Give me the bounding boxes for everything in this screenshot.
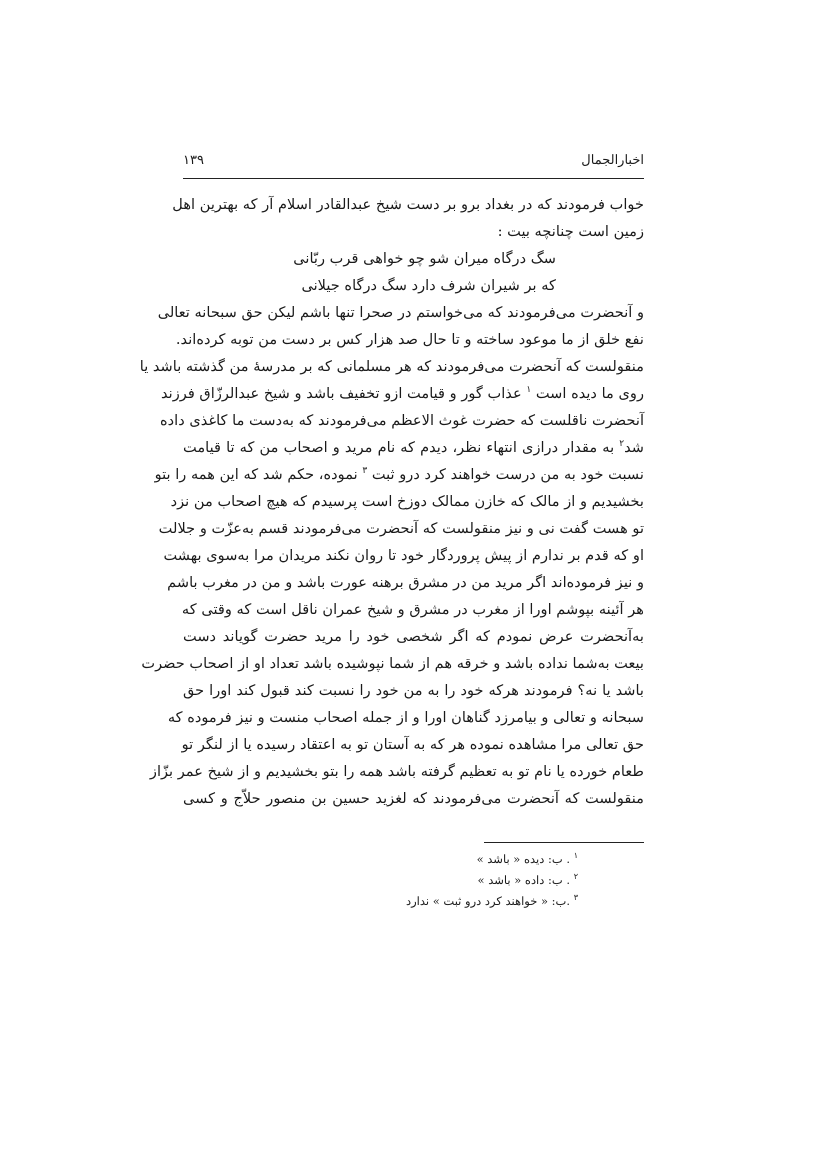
footnotes	[183, 849, 644, 912]
footnote-number: ٢	[573, 872, 578, 882]
footnote-ref: ٣	[362, 466, 368, 477]
verse-line: که بر شیران شرف دارد سگ درگاه جیلانی	[301, 277, 556, 294]
text-line: طعام خورده یا نام تو به تعظیم گرفته باشد همه را بتو بخشیدیم و از شیخ عمر بزّاز	[149, 763, 644, 780]
text-segment: روی ما دیده است	[535, 385, 644, 402]
footnote-number: ٣	[573, 893, 578, 903]
footnote-ref: ٢	[619, 439, 625, 450]
text-segment: نسبت خود به من درست خواهند کرد درو ثبت	[371, 466, 644, 483]
text-segment: نموده، حکم شد که این همه را بتو	[154, 466, 358, 483]
text-line: خواب فرمودند که در بغداد برو بر دست شیخ عبدالقادر اسلام آر که بهترین اهل	[172, 196, 644, 213]
text-line: هر آئینه بپوشم اورا از مغرب در مشرق و شیخ عمران ناقل است که وقتی که	[181, 601, 644, 618]
text-line: نفع خلق از ما موعود ساخته و تا حال صد هزار کس بر دست من توبه کرده‌اند.	[175, 331, 644, 348]
running-header	[183, 148, 644, 174]
text-line: آنحضرت ناقلست که حضرت غوث الاعظم می‌فرمودند که به‌دست ما کاغذی داده	[160, 412, 644, 429]
text-line: و نیز فرموده‌اند اگر مرید من در مشرق برهنه عورت باشد و من در مغرب باشم	[167, 574, 644, 591]
text-line	[154, 461, 644, 488]
page-number: ١٣٩	[183, 153, 204, 168]
text-line	[161, 380, 644, 407]
text-line	[183, 434, 644, 461]
footnote-text: .ب: « خواهند کرد درو ثبت » ندارد	[405, 894, 571, 908]
footnote-rule	[484, 842, 644, 843]
text-line: زمین است چنانچه بیت :	[497, 223, 644, 240]
text-line: به‌آنحضرت عرض نمودم که اگر شخصی خود را مرید حضرت گویاند دست	[183, 628, 644, 645]
footnote-text: . ب: دیده « باشد »	[476, 852, 571, 866]
running-title: اخبارالجمال	[581, 153, 644, 168]
header-rule	[183, 178, 644, 179]
text-line: تو هست گفت نی و نیز منقولست که آنحضرت می‌فرمودند قسم به‌عزّت و جلالت	[158, 520, 644, 537]
text-segment: شد	[624, 439, 644, 456]
footnote-text: . ب: داده « باشد »	[477, 873, 571, 887]
footnote	[183, 891, 644, 912]
text-line: منقولست که آنحضرت می‌فرمودند که هر مسلمانی که بر مدرسهٔ من گذشته باشد یا	[139, 358, 644, 375]
text-line: بخشیدیم و از مالک که خازن ممالک دوزخ است پرسیدم که هیچ اصحاب من نزد	[170, 493, 644, 510]
text-line: حق تعالی مرا مشاهده نموده هر که به آستان تو به اعتقاد رسیده یا از لنگر تو	[181, 736, 644, 753]
text-line: سبحانه و تعالی و بیامرزد گناهان اورا و از جمله اصحاب منست و نیز فرموده که	[167, 709, 644, 726]
footnote	[183, 849, 644, 870]
body-text	[139, 191, 644, 812]
text-line: بیعت به‌شما نداده باشد و خرقه هم از شما نپوشیده باشد تعداد او از اصحاب حضرت	[141, 655, 644, 672]
verse-line: سگ درگاه میران شو چو خواهی قرب ربّانی	[293, 250, 556, 267]
footnote-number: ١	[573, 851, 578, 861]
footnote	[183, 870, 644, 891]
text-segment: عذاب گور و قیامت ازو تخفیف باشد و شیخ عبدالرزّاق فرزند	[161, 385, 522, 402]
book-page	[139, 148, 644, 912]
text-line: او که قدم بر ندارم از پیش پروردگار خود تا روان نکند مریدان مرا به‌سوی بهشت	[163, 547, 644, 564]
text-line: باشد یا نه؟ فرمودند هرکه خود را به من خود را نسبت کند قبول کند اورا حق	[183, 682, 644, 699]
text-line: منقولست که آنحضرت می‌فرمودند که لغزید حسین بن منصور حلاّج و کسی	[183, 790, 644, 807]
footnote-ref: ١	[526, 385, 532, 396]
text-segment: به مقدار درازی انتهاء نظر، دیدم که نام مرید و اصحاب من که تا قیامت	[183, 439, 615, 456]
text-line: و آنحضرت می‌فرمودند که می‌خواستم در صحرا تنها باشم لیکن حق سبحانه تعالی	[157, 304, 644, 321]
